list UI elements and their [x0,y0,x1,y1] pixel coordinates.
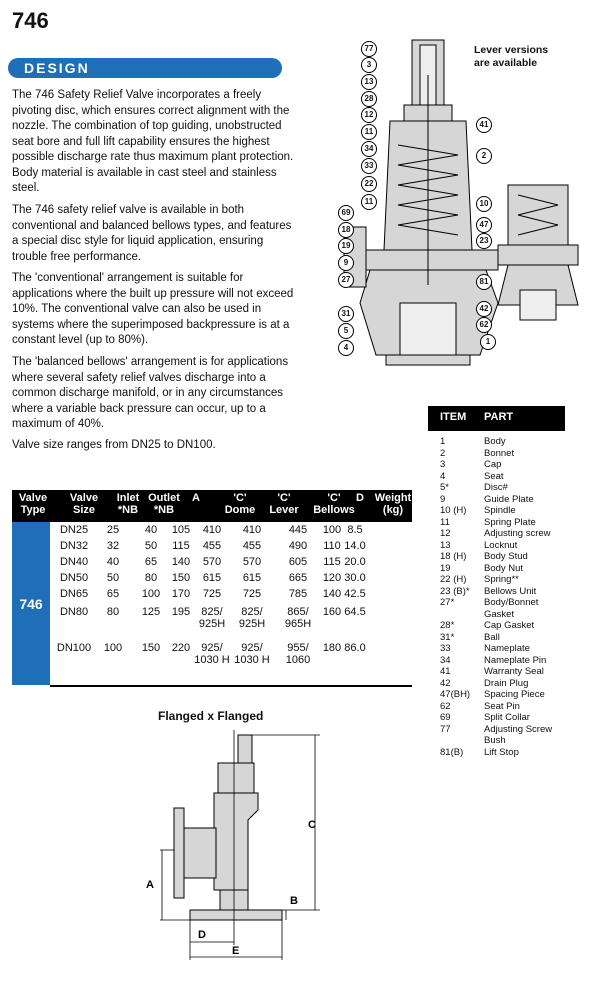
parts-row [440,494,558,506]
callout-10: 10 [476,196,492,212]
paragraph-1: The 746 Safety Relief Valve incorporates a freely pivoting disc, which ensures correct alignment with the nozzle. The combination of top guiding, unobstructed seat bore and full lift capability ensures the highest possible discharge rate thus maximum plant protection. Body material is available in cast steel and stainless steel. [12,89,294,194]
spec-cell: 615 [242,572,262,584]
spec-cell: 86.0 [344,642,366,654]
part-name: Locknut [484,539,518,551]
spec-cell: DN32 [59,540,89,552]
part-item-number: 69 [440,712,451,723]
callout-47: 47 [476,217,492,233]
callout-11: 11 [361,194,377,210]
spec-cell: 150 [141,642,161,654]
spec-header-cell: D [356,492,364,504]
dim-label-e: E [232,945,240,957]
spec-cell: 25 [106,524,120,536]
spec-cell: 570 [202,556,222,568]
callout-41: 41 [476,117,492,133]
part-name: Adjusting screw [484,528,551,539]
dim-label-a: A [146,879,154,891]
spec-cell: 725 [202,588,222,600]
spec-cell: 150 [171,572,191,584]
part-item-number: 2 [440,447,446,459]
spec-cell: DN100 [56,642,92,654]
part-item-number: 5* [440,482,449,493]
parts-list [440,436,558,758]
part-header: PART [484,411,514,423]
spec-cell: 160 [322,606,342,618]
parts-row [440,540,558,552]
callout-62: 62 [476,317,492,333]
callout-12: 12 [361,107,377,123]
part-item-number: 31* [440,631,455,643]
parts-row [440,701,558,713]
part-name: Body Nut [484,562,524,574]
dim-label-c: C [308,819,316,831]
spec-cell: 100 [322,524,342,536]
spec-header-cell: A [192,492,200,504]
callout-3: 3 [361,57,377,73]
callout-5: 5 [338,323,354,339]
callout-77: 77 [361,41,377,57]
spec-cell: 115 [323,556,341,568]
part-name: Cap Gasket [484,620,535,631]
parts-row [440,459,558,471]
part-name: Ball [484,631,500,643]
part-item-number: 18 (H) [440,551,467,562]
parts-row [440,597,558,620]
callout-2: 2 [476,148,492,164]
part-item-number: 23 (B)* [440,585,470,597]
spec-cell: 665 [288,572,308,584]
spec-cell: 80 [144,572,158,584]
spec-cell: 125 [141,606,161,618]
parts-row [440,643,558,655]
spec-type-cell: 746 [12,522,50,685]
spec-cell: 925/ 1030 H [234,642,270,666]
spec-cell: 605 [288,556,308,568]
parts-row [440,448,558,460]
parts-row [440,586,558,598]
part-name: Adjusting Screw Bush [484,723,553,746]
callout-28: 28 [361,91,377,107]
spec-cell: 865/ 965H [284,606,312,630]
parts-row [440,666,558,678]
part-item-number: 62 [440,700,451,712]
design-section-bar [8,58,282,78]
spec-cell: DN80 [59,606,89,618]
dim-label-b: B [290,895,298,907]
part-item-number: 10 (H) [440,505,467,516]
spec-cell: 570 [242,556,262,568]
part-name: Spring** [484,574,519,585]
spec-header-cell: Inlet *NB [116,492,140,516]
spec-cell: 785 [288,588,308,600]
part-item-number: 47(BH) [440,689,471,700]
part-name: Spacing Piece [484,689,545,700]
callout-9: 9 [338,255,354,271]
part-name: Body [484,436,506,447]
spec-cell: 8.5 [347,524,363,536]
parts-row [440,551,558,563]
spec-cell: 140 [322,588,342,600]
spec-cell: 925/ 1030 H [194,642,230,666]
spec-cell: 445 [288,524,308,536]
spec-cell: 455 [242,540,262,552]
parts-row [440,724,558,747]
callout-33: 33 [361,158,377,174]
spec-cell: DN25 [59,524,89,536]
part-item-number: 41 [440,666,451,677]
part-name: Nameplate [484,643,530,654]
parts-row [440,563,558,575]
part-name: Guide Plate [484,493,534,505]
callout-18: 18 [338,222,354,238]
part-name: Nameplate Pin [484,654,547,666]
spec-cell: 825/ 925H [198,606,226,630]
parts-row [440,655,558,667]
parts-row [440,620,558,632]
part-item-number: 13 [440,539,451,551]
part-name: Split Collar [484,712,530,723]
spec-cell: 170 [171,588,191,600]
spec-cell: 825/ 925H [238,606,266,630]
part-item-number: 11 [440,516,450,528]
spec-cell: 455 [202,540,222,552]
part-name: Body Stud [484,551,528,562]
spec-cell: 65 [106,588,120,600]
part-name: Bonnet [484,447,515,459]
part-item-number: 1 [440,436,446,447]
callout-19: 19 [338,238,354,254]
parts-row [440,747,558,759]
parts-row [440,482,558,494]
part-name: Seat Pin [484,700,520,712]
spec-cell: 64.5 [344,606,366,618]
spec-cell: 40 [144,524,158,536]
part-name: Seat [484,470,504,482]
paragraph-3: The 'conventional' arrangement is suitable for applications where the built up pressure will not exceed 10%. The conventional valve can also be used in systems where the superimposed backpressure is at a constant level (up to 80%). [12,272,294,346]
spec-cell: 65 [144,556,158,568]
spec-cell: 410 [242,524,262,536]
spec-cell: 14.0 [344,540,366,552]
spec-cell: 100 [103,642,123,654]
spec-cell: DN50 [59,572,89,584]
spec-table-body [50,522,412,687]
part-name: Spring Plate [484,516,536,528]
part-item-number: 19 [440,562,451,574]
paragraph-2: The 746 safety relief valve is available in both conventional and balanced bellows types, and features a special disc style for liquid application, ensuring trouble free performance. [12,204,292,263]
parts-row [440,678,558,690]
parts-row [440,471,558,483]
callout-34: 34 [361,141,377,157]
spec-cell: 220 [171,642,191,654]
spec-cell: 115 [172,540,190,552]
parts-row [440,689,558,701]
spec-cell: 40 [106,556,120,568]
flanged-dimension-drawing [130,720,330,980]
spec-cell: 195 [171,606,191,618]
lever-versions-note: Lever versions are available [474,44,549,69]
callout-1: 1 [480,334,496,350]
part-item-number: 77 [440,723,451,735]
spec-cell: 120 [322,572,342,584]
dim-label-d: D [198,929,206,941]
part-item-number: 27* [440,597,455,608]
spec-cell: 100 [141,588,161,600]
spec-cell: 20.0 [344,556,366,568]
spec-table-header [12,490,412,522]
design-heading: DESIGN [24,60,90,76]
spec-cell: 110 [323,540,341,552]
part-name: Body/Bonnet Gasket [484,597,539,620]
paragraph-5: Valve size ranges from DN25 to DN100. [12,439,216,451]
parts-row [440,632,558,644]
part-name: Warranty Seal [484,666,544,677]
part-item-number: 33 [440,643,451,654]
part-name: Spindle [484,505,516,516]
part-name: Drain Plug [484,677,529,689]
callout-4: 4 [338,340,354,356]
parts-row [440,574,558,586]
spec-cell: 410 [202,524,222,536]
spec-header-cell: 'C' Bellows [313,492,355,516]
parts-table-header [428,406,565,431]
part-item-number: 22 (H) [440,574,467,585]
paragraph-4: The 'balanced bellows' arrangement is for applications where several safety relief valves discharge into a common discharge manifold, or in any circumstances where a variable back pressure can occur, up to a maximum of 40%. [12,356,289,430]
part-item-number: 4 [440,470,446,482]
spec-cell: 42.5 [344,588,366,600]
parts-row [440,712,558,724]
spec-cell: 140 [171,556,191,568]
parts-row [440,517,558,529]
spec-cell: DN65 [59,588,89,600]
parts-row [440,436,558,448]
spec-cell: 80 [106,606,120,618]
callout-27: 27 [338,272,354,288]
spec-cell: 490 [288,540,308,552]
spec-cell: 50 [106,572,120,584]
part-name: Cap [484,459,502,470]
part-item-number: 9 [440,493,446,505]
callout-22: 22 [361,176,377,192]
part-name: Lift Stop [484,746,519,758]
spec-cell: 180 [322,642,342,654]
spec-cell: 725 [242,588,262,600]
callout-81: 81 [476,274,492,290]
callout-31: 31 [338,306,354,322]
part-item-number: 34 [440,654,451,666]
spec-cell: 30.0 [344,572,366,584]
spec-cell: 955/ 1060 [285,642,311,666]
spec-header-cell: Valve Type [18,492,48,516]
callout-11: 11 [361,124,377,140]
part-item-number: 28* [440,620,455,631]
spec-cell: 615 [202,572,222,584]
part-name: Disc# [484,482,508,493]
spec-header-cell: Weight (kg) [374,492,412,516]
parts-row [440,505,558,517]
spec-header-cell: Valve Size [69,492,99,516]
bottom-drawing-title: Flanged x Flanged [158,709,264,723]
part-item-number: 81(B) [440,746,464,758]
spec-cell: 32 [106,540,120,552]
parts-row [440,528,558,540]
callout-23: 23 [476,233,492,249]
item-header: ITEM [440,411,467,423]
part-item-number: 3 [440,459,446,470]
part-item-number: 42 [440,677,451,689]
callout-42: 42 [476,301,492,317]
spec-header-cell: 'C' Dome [224,492,256,516]
spec-header-cell: 'C' Lever [269,492,299,516]
spec-header-cell: Outlet *NB [148,492,180,516]
part-item-number: 12 [440,528,451,539]
spec-cell: 50 [144,540,158,552]
part-name: Bellows Unit [484,585,537,597]
spec-cell: 105 [171,524,191,536]
spec-cell: DN40 [59,556,89,568]
product-title: 746 [12,8,49,33]
callout-13: 13 [361,74,377,90]
callout-69: 69 [338,205,354,221]
